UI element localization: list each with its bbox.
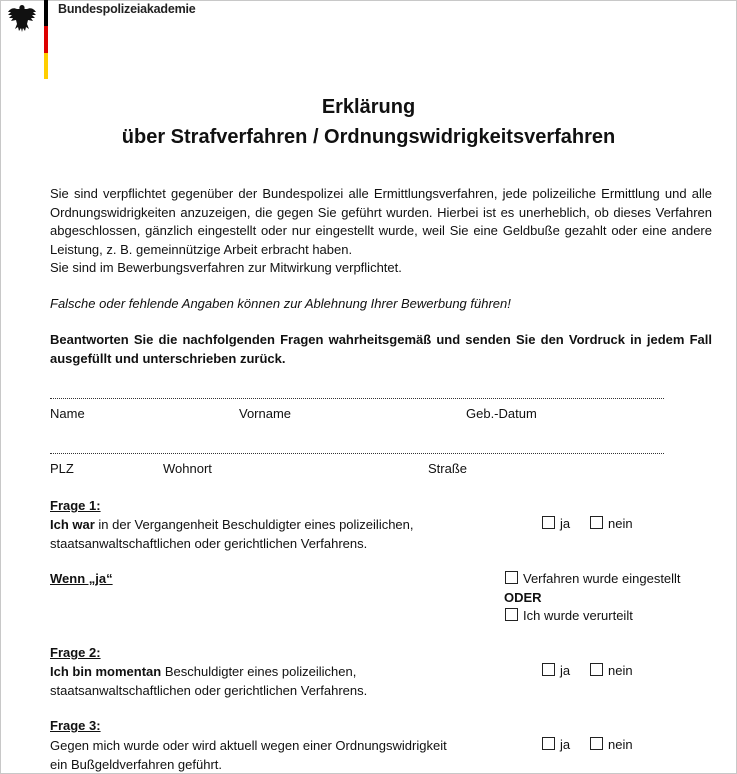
convicted-label: Ich wurde verurteilt [523,608,633,623]
proceedings-dropped-option[interactable] [505,571,681,586]
field-label-vorname: Vorname [239,406,292,421]
q2-yes-label: ja [560,663,571,678]
question-1-rest: in der Vergangenheit Beschuldigter eines polizeilichen, [94,517,414,532]
q3-no-label: nein [608,737,633,752]
q3-no-option[interactable] [590,737,633,752]
q2-no-checkbox[interactable] [590,663,603,676]
warning-text: Falsche oder fehlende Angaben können zur Ablehnung Ihrer Bewerbung führen! [50,296,511,311]
q2-no-label: nein [608,663,633,678]
field-label-birthdate: Geb.-Datum [466,406,537,421]
oder-label: ODER [504,590,542,605]
q2-yes-option[interactable] [542,663,570,678]
question-1-bold: Ich war [50,517,95,532]
intro-duty: Sie sind im Bewerbungsverfahren zur Mitwirkung verpflichtet. [50,260,402,275]
convicted-option[interactable] [505,608,633,623]
question-2-rest: Beschuldigter eines polizeilichen, [161,664,357,679]
question-3-line2: ein Bußgeldverfahren geführt. [50,757,222,772]
intro-paragraph [50,185,712,278]
question-2-bold: Ich bin momentan [50,664,162,679]
question-3-title: Frage 3: [50,718,101,733]
question-2-text [50,662,470,700]
field-label-plz: PLZ [50,461,74,476]
field-label-strasse: Straße [428,461,468,476]
q2-yes-checkbox[interactable] [542,663,555,676]
federal-eagle-icon [7,3,37,33]
q3-no-checkbox[interactable] [590,737,603,750]
if-yes-label: Wenn „ja“ [50,571,113,586]
q1-yes-option[interactable] [542,516,570,531]
instruction-text: Beantworten Sie die nachfolgenden Fragen wahrheitsgemäß und senden Sie den Vordruck in jedem Fall ausgefüllt und unterschrieben zurück. [50,332,712,366]
q3-yes-checkbox[interactable] [542,737,555,750]
q1-yes-label: ja [560,516,571,531]
convicted-checkbox[interactable] [505,608,518,621]
q1-no-option[interactable] [590,516,633,531]
field-label-name: Name [50,406,85,421]
organization-name: Bundespolizeiakademie [58,2,196,16]
address-fill-line[interactable] [50,453,664,454]
q3-yes-option[interactable] [542,737,570,752]
q3-yes-label: ja [560,737,571,752]
q1-no-checkbox[interactable] [590,516,603,529]
name-fill-line[interactable] [50,398,664,399]
question-1-text [50,515,470,553]
document-subtitle: über Strafverfahren / Ordnungswidrigkeitsverfahren [121,126,616,148]
question-1-title: Frage 1: [50,498,101,513]
question-2-line2: staatsanwaltschaftlichen oder gerichtlichen Verfahrens. [50,683,368,698]
question-2-title: Frage 2: [50,645,101,660]
german-flag-stripe [44,0,48,79]
q1-no-label: nein [608,516,633,531]
intro-text: Sie sind verpflichtet gegenüber der Bundespolizei alle Ermittlungsverfahren, jede polizeiliche Ermittlung und alle Ordnungswidrigkeiten anzuzeigen, die gegen Sie geführt wurden. Hierbei ist es unerheblich, ob dieses Verfahren abgeschlossen, gänzlich eingestellt oder nur eingestellt wurde, weil Sie eine Geldbuße gezahlt oder eine andere Leistung, z. B. gemeinnützige Arbeit erbracht haben. [50,186,712,257]
question-1-line2: staatsanwaltschaftlichen oder gerichtlichen Verfahrens. [50,536,368,551]
proceedings-dropped-checkbox[interactable] [505,571,518,584]
document-title: Erklärung [321,96,416,118]
proceedings-dropped-label: Verfahren wurde eingestellt [523,571,681,586]
question-3-line1: Gegen mich wurde oder wird aktuell wegen einer Ordnungswidrigkeit [50,738,447,753]
question-3-text [50,736,470,774]
q2-no-option[interactable] [590,663,633,678]
field-label-wohnort: Wohnort [163,461,212,476]
q1-yes-checkbox[interactable] [542,516,555,529]
